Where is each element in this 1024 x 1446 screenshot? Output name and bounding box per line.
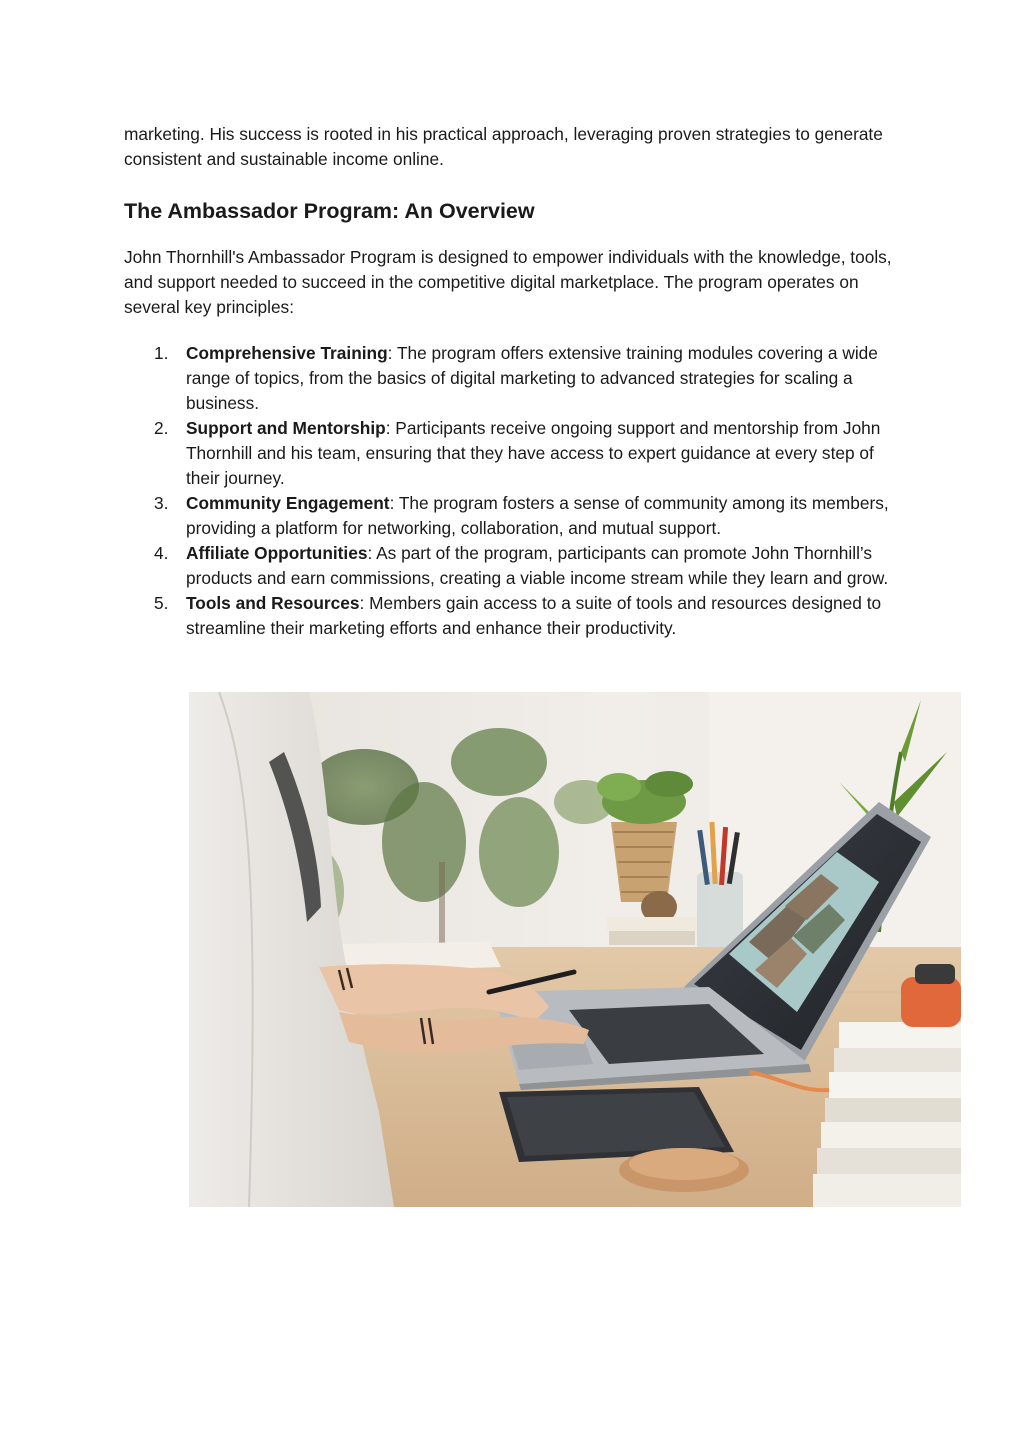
list-text: : Members gain access to a suite of tools and resources designed to streamline their marketing efforts and enhance their productivity. [186,593,882,638]
list-item [124,591,904,641]
list-number: 1. [154,343,169,363]
list-number: 2. [154,418,169,438]
list-text: : The program offers extensive training modules covering a wide range of topics, from the basics of digital marketing to advanced strategies for scaling a business. [186,343,878,413]
list-item [124,416,904,491]
list-term: Community Engagement [186,493,390,513]
section-heading: The Ambassador Program: An Overview [124,199,535,223]
list-term: Support and Mentorship [186,418,386,438]
list-term: Comprehensive Training [186,343,388,363]
document-body [124,122,904,641]
list-item [124,491,904,541]
list-number: 5. [154,593,169,613]
list-item [124,541,904,591]
intro-paragraph: marketing. His success is rooted in his practical approach, leveraging proven strategies to generate consistent and sustainable income online. [124,124,883,169]
list-text: : As part of the program, participants can promote John Thornhill’s products and earn commissions, creating a viable income stream while they learn and grow. [186,543,889,588]
list-text: : The program fosters a sense of community among its members, providing a platform for networking, collaboration, and mutual support. [186,493,889,538]
list-number: 3. [154,493,169,513]
list-number: 4. [154,543,169,563]
principles-list [124,341,904,641]
section-paragraph: John Thornhill's Ambassador Program is designed to empower individuals with the knowledge, tools, and support needed to succeed in the competitive digital marketplace. The program operates on several key principles: [124,247,892,317]
workspace-photo-icon [189,692,961,1207]
list-term: Affiliate Opportunities [186,543,368,563]
list-item [124,341,904,416]
list-text: : Participants receive ongoing support and mentorship from John Thornhill and his team, ensuring that they have access to expert guidance at every step of their journey. [186,418,881,488]
list-term: Tools and Resources [186,593,360,613]
